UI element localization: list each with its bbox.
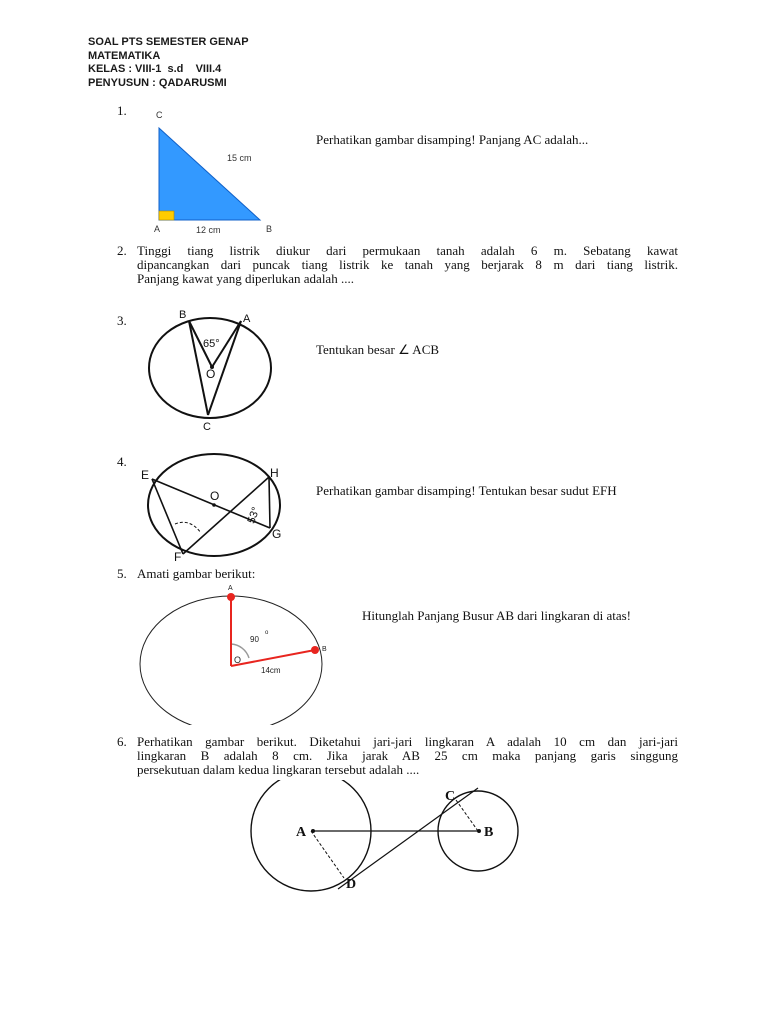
q5-degree-mark: o xyxy=(265,630,269,636)
q4-number: 4. xyxy=(117,454,127,469)
q1-label-b: B xyxy=(266,224,273,234)
q5-point-b xyxy=(311,646,319,654)
q6-circle-a xyxy=(251,780,371,891)
q6-label-d: D xyxy=(346,877,357,892)
q3-label-a: A xyxy=(243,313,251,325)
q1-question: Perhatikan gambar disamping! Panjang AC adalah... xyxy=(316,132,589,147)
q1-label-c: C xyxy=(156,110,163,120)
q4-chord-hg xyxy=(269,477,270,528)
q4-center-point xyxy=(212,503,216,507)
q4-label-g: G xyxy=(272,527,282,541)
q4-angle-arc xyxy=(175,522,201,533)
q6-label-a: A xyxy=(296,825,307,840)
q6-center-a xyxy=(311,829,315,833)
q5-question: Hitunglah Panjang Busur AB dari lingkaran di atas! xyxy=(362,608,631,623)
q1-triangle xyxy=(159,128,260,220)
q1-label-hypotenuse: 15 cm xyxy=(227,153,252,163)
q5-label-a: A xyxy=(228,585,233,592)
q3-label-c: C xyxy=(203,421,211,433)
q5-label-o: O xyxy=(234,655,242,665)
document-header xyxy=(88,36,249,90)
q4-angle-label: 53° xyxy=(245,505,263,526)
q3-label-o: O xyxy=(206,367,216,381)
q5-point-a xyxy=(227,593,235,601)
q3-question: Tentukan besar ∠ ACB xyxy=(316,342,440,357)
q1-label-base: 12 cm xyxy=(196,225,221,235)
q4-label-h: H xyxy=(270,466,279,480)
q4-question: Perhatikan gambar disamping! Tentukan besar sudut EFH xyxy=(316,483,617,498)
q6-label-b: B xyxy=(484,825,494,840)
q2-number: 2. xyxy=(117,243,127,258)
q6-radius-bc xyxy=(456,800,478,831)
q5-label-b: B xyxy=(322,646,327,653)
q5-angle-label: 90 xyxy=(250,635,259,644)
q5-intro: Amati gambar berikut: xyxy=(137,566,256,581)
q3-circle-figure xyxy=(145,305,280,435)
q5-label-radius: 14cm xyxy=(261,666,281,675)
q4-circle-figure xyxy=(138,448,288,570)
q5-number: 5. xyxy=(117,566,127,581)
q1-right-angle-mark xyxy=(159,211,174,220)
q4-label-e: E xyxy=(141,468,150,482)
q1-number: 1. xyxy=(117,103,127,118)
q4-label-f: F xyxy=(174,550,182,564)
header-subject: MATEMATIKA xyxy=(88,49,161,62)
q3-angle-label: 65° xyxy=(203,338,220,350)
q6-number: 6. xyxy=(117,734,127,749)
q6-radius-ad xyxy=(311,831,344,878)
header-title: SOAL PTS SEMESTER GENAP xyxy=(88,36,249,48)
q1-triangle-figure xyxy=(148,106,278,238)
q6-line-2: lingkaran B adalah 8 cm. Jika jarak AB 25 cm maka panjang garis singgung xyxy=(137,748,678,763)
q3-number: 3. xyxy=(117,313,127,328)
q6-tangent-figure xyxy=(248,780,520,892)
header-class: KELAS : VIII-1 s.d VIII.4 xyxy=(88,63,222,75)
q6-line-1: Perhatikan gambar berikut. Diketahui jari-jari lingkaran A adalah 10 cm dan jari-jari xyxy=(137,734,678,749)
q6-label-c: C xyxy=(445,789,456,804)
q5-circle-figure xyxy=(138,580,338,725)
header-author: PENYUSUN : QADARUSMI xyxy=(88,76,227,89)
q2-line-1: Tinggi tiang listrik diukur dari permukaan tanah adalah 6 m. Sebatang kawat xyxy=(137,243,678,258)
q3-label-b: B xyxy=(179,309,187,321)
q2-line-3: Panjang kawat yang diperlukan adalah .... xyxy=(137,271,354,286)
q6-tangent-line xyxy=(338,788,478,889)
q6-line-3: persekutuan dalam kedua lingkaran tersebut adalah .... xyxy=(137,762,420,777)
q2-line-2: dipancangkan dari puncak tiang listrik ke tanah yang berjarak 8 m dari tiang listrik. xyxy=(137,257,678,272)
q4-label-o: O xyxy=(210,489,220,503)
q5-radius-ob xyxy=(231,650,315,666)
q1-label-a: A xyxy=(154,224,161,234)
q6-center-b xyxy=(477,829,481,833)
